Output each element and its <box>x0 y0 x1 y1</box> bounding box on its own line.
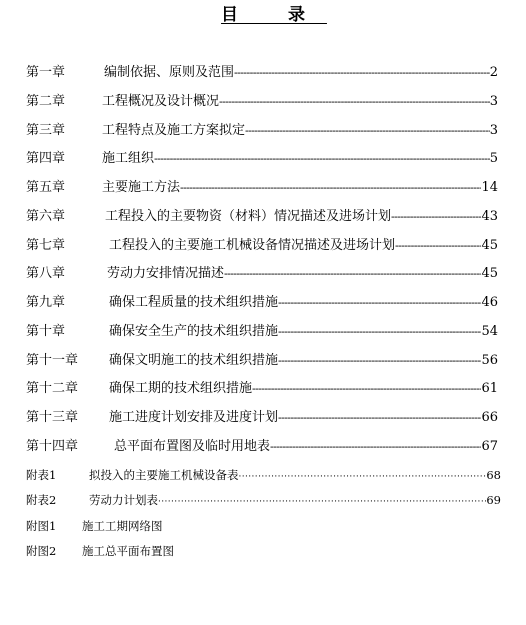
page-number: 43 <box>481 208 498 224</box>
toc-entry[interactable] <box>26 292 498 321</box>
page-number: 61 <box>481 381 498 397</box>
chapter-title: 确保安全生产的技术组织措施 <box>109 323 279 339</box>
appendix-label: 附图1 <box>26 518 57 533</box>
chapter-title: 总平面布置图及临时用地表 <box>114 438 271 454</box>
chapter-title: 工程特点及施工方案拟定 <box>102 122 246 138</box>
leader-dashes <box>252 378 481 400</box>
page-number: 3 <box>489 122 498 138</box>
chapter-list <box>26 62 498 465</box>
appendix-title: 劳动力计划表 <box>89 493 158 508</box>
chapter-number: 第八章 <box>26 266 66 282</box>
appendix-label: 附表2 <box>26 493 57 508</box>
chapter-title: 劳动力安排情况描述 <box>107 266 225 282</box>
appendix-title: 施工工期网络图 <box>82 518 163 533</box>
leader-dashes <box>245 120 490 142</box>
toc-title-text: 目 录 <box>221 5 327 25</box>
chapter-title: 工程投入的主要物资（材料）情况描述及进场计划 <box>105 208 392 224</box>
leader-dots <box>158 493 486 511</box>
toc-entry[interactable] <box>26 378 498 407</box>
leader-dashes <box>219 91 490 113</box>
chapter-number: 第十四章 <box>26 438 79 454</box>
chapter-number: 第十章 <box>26 323 66 339</box>
chapter-number: 第三章 <box>26 122 66 138</box>
leader-dashes <box>234 62 490 84</box>
chapter-number: 第一章 <box>26 65 66 80</box>
appendix-entry[interactable] <box>26 517 501 542</box>
chapter-number: 第四章 <box>26 151 66 167</box>
chapter-title: 确保工期的技术组织措施 <box>109 381 253 397</box>
leader-dashes <box>270 436 481 458</box>
page-number: 67 <box>481 438 498 454</box>
appendix-entry[interactable] <box>26 466 501 491</box>
page-number: 5 <box>489 151 498 167</box>
chapter-number: 第二章 <box>26 93 66 109</box>
toc-entry[interactable] <box>26 321 498 350</box>
chapter-number: 第九章 <box>26 295 66 310</box>
chapter-number: 第五章 <box>26 180 66 195</box>
page-number: 68 <box>486 468 501 482</box>
appendix-title: 施工总平面布置图 <box>82 543 174 558</box>
page-number: 3 <box>489 93 498 109</box>
toc-entry[interactable] <box>26 120 498 149</box>
chapter-title: 确保工程质量的技术组织措施 <box>109 295 279 310</box>
page-number: 69 <box>486 493 501 508</box>
appendix-title: 拟投入的主要施工机械设备表 <box>89 468 239 482</box>
toc-entry[interactable] <box>26 436 498 465</box>
toc-entry[interactable] <box>26 407 498 436</box>
page-number: 56 <box>481 352 498 368</box>
toc-entry[interactable] <box>26 350 498 379</box>
leader-dashes <box>395 235 481 257</box>
page-number: 46 <box>481 295 498 310</box>
chapter-title: 工程概况及设计概况 <box>102 93 220 109</box>
page-number: 66 <box>481 410 498 425</box>
page-number: 45 <box>481 266 498 282</box>
toc-entry[interactable] <box>26 263 498 292</box>
chapter-title: 编制依据、原则及范围 <box>104 65 235 80</box>
leader-dots <box>239 468 487 486</box>
toc-entry[interactable] <box>26 177 498 206</box>
chapter-number: 第十一章 <box>26 352 79 368</box>
chapter-title: 主要施工方法 <box>102 180 181 195</box>
toc-entry[interactable] <box>26 235 498 264</box>
chapter-title: 施工组织 <box>102 151 155 167</box>
leader-dashes <box>391 206 481 228</box>
toc-entry[interactable] <box>26 206 498 235</box>
leader-dashes <box>180 177 481 199</box>
page-number: 14 <box>481 180 498 195</box>
toc-entry[interactable] <box>26 62 498 91</box>
toc-title <box>0 4 526 26</box>
leader-dashes <box>278 321 481 343</box>
page-number: 2 <box>489 65 498 80</box>
toc-entry[interactable] <box>26 91 498 120</box>
toc-entry[interactable] <box>26 148 498 177</box>
appendix-label: 附表1 <box>26 468 57 482</box>
appendix-entry[interactable] <box>26 542 501 567</box>
chapter-title: 确保文明施工的技术组织措施 <box>109 352 279 368</box>
chapter-number: 第七章 <box>26 237 66 253</box>
leader-dashes <box>278 350 481 372</box>
leader-dashes <box>154 148 490 170</box>
chapter-title: 工程投入的主要施工机械设备情况描述及进场计划 <box>109 237 396 253</box>
page-number: 45 <box>481 237 498 253</box>
leader-dashes <box>224 263 481 285</box>
leader-dashes <box>278 292 481 314</box>
chapter-number: 第十二章 <box>26 381 79 397</box>
appendix-label: 附图2 <box>26 543 57 558</box>
appendix-list <box>26 466 501 567</box>
leader-dashes <box>278 407 481 429</box>
page-number: 54 <box>481 323 498 339</box>
appendix-entry[interactable] <box>26 491 501 516</box>
chapter-number: 第六章 <box>26 208 66 224</box>
chapter-title: 施工进度计划安排及进度计划 <box>109 410 279 425</box>
chapter-number: 第十三章 <box>26 410 79 425</box>
